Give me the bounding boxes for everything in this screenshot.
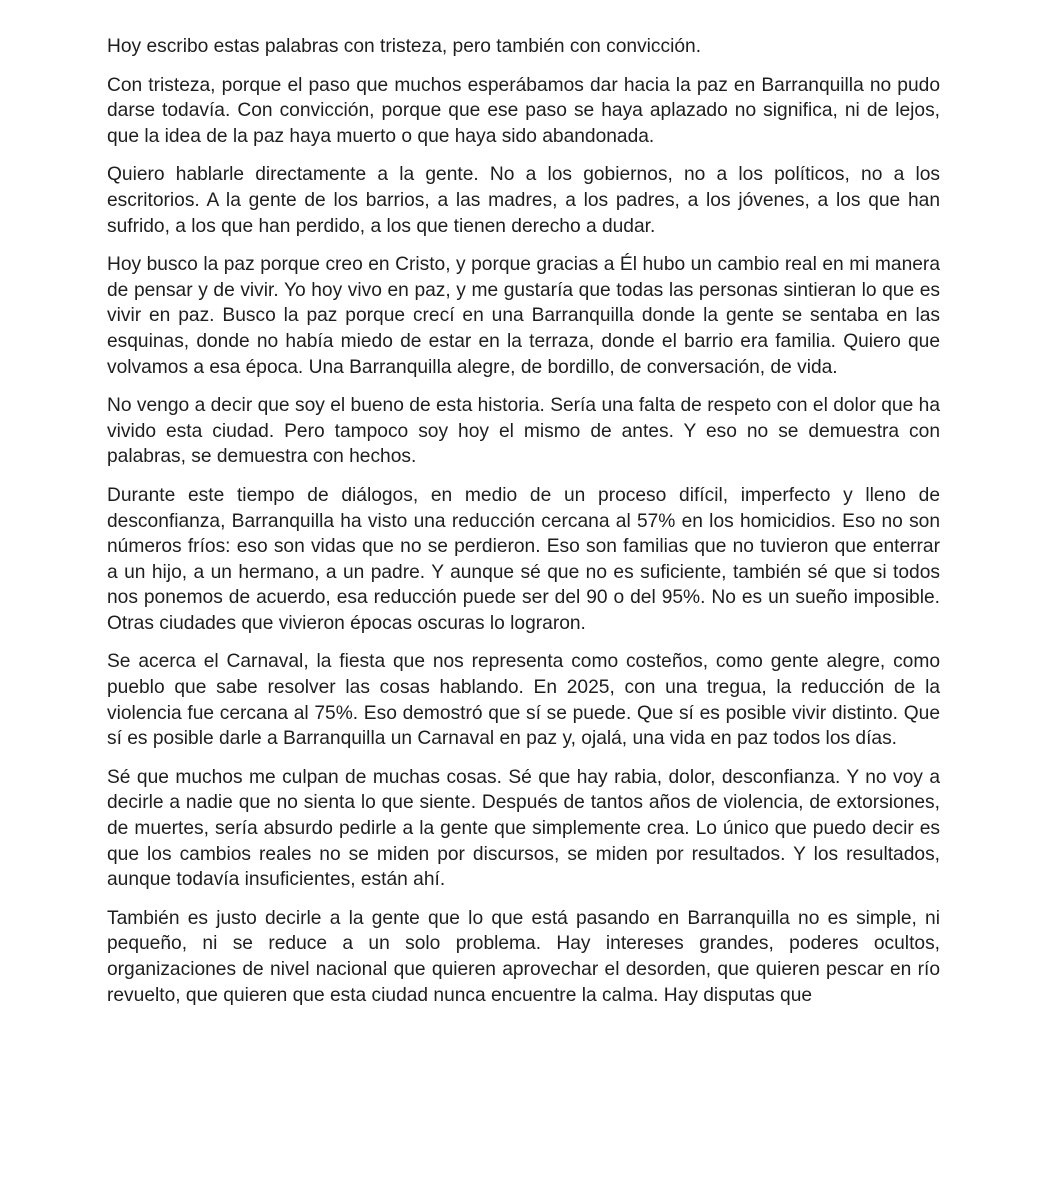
paragraph-1: Hoy escribo estas palabras con tristeza, pero también con convicción. — [107, 36, 702, 57]
paragraph-2: Con tristeza, porque el paso que muchos esperábamos dar hacia la paz en Barranquilla no pudo darse todavía. Con convicción, porque que ese paso se haya aplazado no significa, ni de lejos, que la idea de la paz haya muerto o que haya sido abandonada. — [107, 74, 940, 147]
paragraph-7: Se acerca el Carnaval, la fiesta que nos representa como costeños, como gente alegre, como pueblo que sabe resolver las cosas hablando. En 2025, con una tregua, la reducción de la violencia fue cercana al 75%. Eso demostró que sí se puede. Que sí es posible vivir distinto. Que sí es posible darle a Barranquilla un Carnaval en paz y, ojalá, una vida en paz todos los días. — [107, 651, 940, 750]
paragraph-4: Hoy busco la paz porque creo en Cristo, y porque gracias a Él hubo un cambio real en mi manera de pensar y de vivir. Yo hoy vivo en paz, y me gustaría que todas las personas sintieran lo que es vivir en paz. Busco la paz porque crecí en una Barranquilla donde la gente se sentaba en las esquinas, donde no había miedo de estar en la terraza, donde el barrio era familia. Quiero que volvamos a esa época. Una Barranquilla alegre, de bordillo, de conversación, de vida. — [107, 254, 940, 378]
paragraph-9: También es justo decirle a la gente que lo que está pasando en Barranquilla no es simple, ni pequeño, ni se reduce a un solo problema. Hay intereses grandes, poderes ocultos, organizaciones de nivel nacional que quieren aprovechar el desorden, que quieren pescar en río revuelto, que quieren que esta ciudad nunca encuentre la calma. Hay disputas que — [107, 907, 940, 1006]
paragraph-3: Quiero hablarle directamente a la gente. No a los gobiernos, no a los políticos, no a los escritorios. A la gente de los barrios, a las madres, a los padres, a los jóvenes, a los que han sufrido, a los que han perdido, a los que tienen derecho a dudar. — [107, 164, 940, 237]
paragraph-6: Durante este tiempo de diálogos, en medio de un proceso difícil, imperfecto y lleno de desconfianza, Barranquilla ha visto una reducción cercana al 57% en los homicidios. Eso no son números fríos: eso son vidas que no se perdieron. Eso son familias que no tuvieron que enterrar a un hijo, a un hermano, a un padre. Y aunque sé que no es suficiente, también sé que si todos nos ponemos de acuerdo, esa reducción puede ser del 90 o del 95%. No es un sueño imposible. Otras ciudades que vivieron épocas oscuras lo lograron. — [107, 484, 940, 634]
paragraph-8: Sé que muchos me culpan de muchas cosas. Sé que hay rabia, dolor, desconfianza. Y no voy a decirle a nadie que no sienta lo que siente. Después de tantos años de violencia, de extorsiones, de muertes, sería absurdo pedirle a la gente que simplemente crea. Lo único que puedo decir es que los cambios reales no se miden por discursos, se miden por resultados. Y los resultados, aunque todavía insuficientes, están ahí. — [107, 766, 940, 891]
document-body — [107, 34, 940, 1021]
paragraph-5: No vengo a decir que soy el bueno de esta historia. Sería una falta de respeto con el dolor que ha vivido esta ciudad. Pero tampoco soy hoy el mismo de antes. Y eso no se demuestra con palabras, se demuestra con hechos. — [107, 395, 940, 468]
